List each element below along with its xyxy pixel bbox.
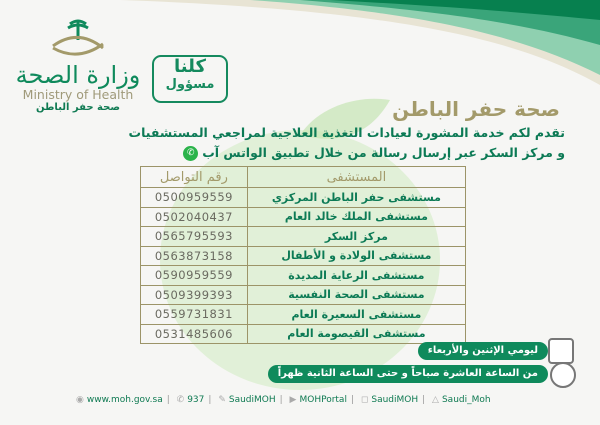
phone-number: 0563873158 bbox=[141, 246, 248, 266]
twitter-icon: ✎ bbox=[218, 395, 226, 405]
hospital-name: مستشفى حفر الباطن المركزي bbox=[247, 188, 465, 208]
logo-arabic: وزارة الصحة bbox=[15, 61, 141, 89]
table-row bbox=[141, 305, 466, 325]
hospital-name: مستشفى القيصومة العام bbox=[247, 324, 465, 344]
twitter-link[interactable]: SaudiMOH bbox=[228, 395, 276, 405]
days-pill: ليومي الإثنين والأربعاء bbox=[418, 342, 548, 360]
page-title: صحة حفر الباطن bbox=[392, 97, 560, 121]
phone-number: 0590959559 bbox=[141, 266, 248, 286]
contacts-table bbox=[140, 166, 466, 344]
hospital-name: مستشفى السعيرة العام bbox=[247, 305, 465, 325]
logo-subtitle: صحة حفر الباطن bbox=[36, 102, 120, 113]
calendar-icon bbox=[548, 338, 574, 364]
phone-number: 0502040437 bbox=[141, 207, 248, 227]
description-line1: تقدم لكم خدمة المشورة لعيادات التغذية العلاجية لمراجعي المستشفيات bbox=[128, 125, 565, 140]
hospital-name: مركز السكر bbox=[247, 227, 465, 247]
stopwatch-icon bbox=[550, 362, 576, 388]
hospital-name: مستشفى الرعاية المديدة bbox=[247, 266, 465, 286]
description-line2 bbox=[183, 145, 565, 161]
website-link[interactable]: www.moh.gov.sa bbox=[86, 395, 163, 405]
badge-line1: كلنا bbox=[174, 56, 206, 77]
phone-number: 0509399393 bbox=[141, 285, 248, 305]
header-phone: رقم التواصل bbox=[141, 167, 248, 188]
phone-link[interactable]: 937 bbox=[187, 395, 205, 405]
footer: ◉ www.moh.gov.sa | ✆ 937 | ✎ SaudiMOH | ▶ MOHPortal | ◻ SaudiMOH | △ Saudi_Moh bbox=[76, 395, 491, 405]
snapchat-link[interactable]: Saudi_Moh bbox=[441, 395, 491, 405]
header-hospital: المستشفى bbox=[247, 167, 465, 188]
hospital-name: مستشفى الملك خالد العام bbox=[247, 207, 465, 227]
table-row bbox=[141, 227, 466, 247]
palm-swords-icon bbox=[48, 18, 108, 58]
globe-icon: ◉ bbox=[76, 395, 84, 405]
hospital-name: مستشفى الولادة و الأطفال bbox=[247, 246, 465, 266]
snapchat-icon: △ bbox=[432, 395, 439, 405]
instagram-link[interactable]: SaudiMOH bbox=[371, 395, 419, 405]
table-row bbox=[141, 207, 466, 227]
badge-line2: مسؤول bbox=[165, 77, 215, 92]
phone-number: 0565795593 bbox=[141, 227, 248, 247]
youtube-link[interactable]: MOHPortal bbox=[299, 395, 347, 405]
moh-logo bbox=[8, 18, 148, 113]
table-row bbox=[141, 324, 466, 344]
logo-english: Ministry of Health bbox=[22, 87, 134, 102]
hospital-name: مستشفى الصحة النفسية bbox=[247, 285, 465, 305]
table-row bbox=[141, 266, 466, 286]
phone-number: 0531485606 bbox=[141, 324, 248, 344]
phone-icon: ✆ bbox=[176, 395, 185, 405]
kulna-masool-badge bbox=[152, 55, 228, 103]
phone-number: 0559731831 bbox=[141, 305, 248, 325]
table-row bbox=[141, 246, 466, 266]
hours-pill: من الساعة العاشرة صباحاً و حتى الساعة الثانية ظهراً bbox=[268, 365, 548, 383]
table-row bbox=[141, 285, 466, 305]
phone-number: 0500959559 bbox=[141, 188, 248, 208]
youtube-icon: ▶ bbox=[289, 395, 297, 405]
instagram-icon: ◻ bbox=[360, 395, 369, 405]
whatsapp-icon: ✆ bbox=[183, 146, 198, 161]
table-row bbox=[141, 188, 466, 208]
description-line2-text: و مركز السكر عبر إرسال رسالة من خلال تطبيق الواتس آب bbox=[202, 145, 565, 160]
